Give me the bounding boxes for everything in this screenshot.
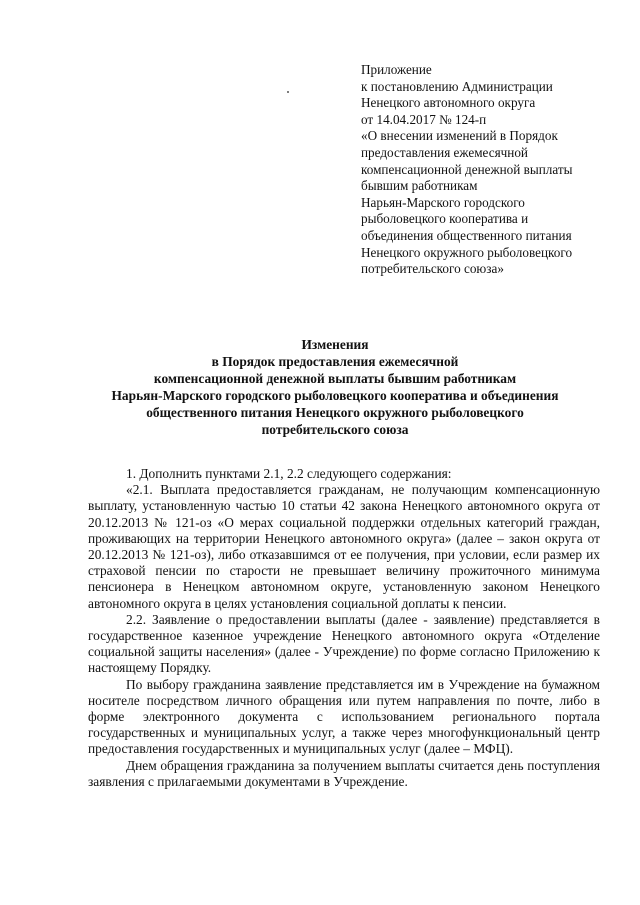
title-line: в Порядок предоставления ежемесячной [211, 354, 459, 369]
appendix-line: потребительского союза» [361, 261, 504, 277]
paragraph-clause-2-2: 2.2. Заявление о предоставлении выплаты (далее - заявление) представляется в государственное казенное учреждение Ненецкого автономного округа «Отделение социальной защиты населения» (далее - Учреждение) по форме согласно Приложению к настоящему Порядку. [88, 611, 600, 676]
appendix-line: Ненецкого автономного округа [361, 95, 536, 111]
appendix-line: Нарьян-Марского городского [361, 194, 525, 210]
appendix-block [361, 62, 621, 278]
title-line: компенсационной денежной выплаты бывшим работникам [153, 371, 517, 386]
title-line: потребительского союза [261, 422, 409, 437]
scan-speck [287, 91, 289, 93]
appendix-line: к постановлению Администрации [361, 78, 553, 94]
title-line: общественного питания Ненецкого окружного рыболовецкого [146, 405, 524, 420]
paragraph-application-date: Днем обращения гражданина за получением выплаты считается день поступления заявления с прилагаемыми документами в Учреждение. [88, 757, 600, 789]
document-title [70, 336, 600, 438]
appendix-line: рыболовецкого кооператива и [361, 211, 529, 227]
appendix-line: компенсационной денежной выплаты [361, 161, 573, 177]
appendix-line: Приложение [361, 62, 432, 77]
appendix-line: от 14.04.2017 № 124-п [361, 111, 487, 127]
title-line: Изменения [301, 337, 369, 352]
document-body [88, 466, 600, 790]
appendix-line: «О внесении изменений в Порядок [361, 128, 558, 144]
appendix-line: объединения общественного питания [361, 227, 572, 243]
appendix-line: Ненецкого окружного рыболовецкого [361, 244, 573, 260]
paragraph-submission-methods: По выбору гражданина заявление представляется им в Учреждение на бумажном носителе посредством личного обращения или путем направления по почте, либо в форме электронного документа с использованием регионального портала государственных и муниципальных услуг, а также через многофункциональный центр предоставления государственных и муниципальных услуг (далее – МФЦ). [88, 676, 600, 757]
title-line: Нарьян-Марского городского рыболовецкого кооператива и объединения [111, 388, 559, 403]
appendix-line: бывшим работникам [361, 178, 478, 194]
paragraph-item-1: 1. Дополнить пунктами 2.1, 2.2 следующего содержания: [126, 466, 452, 481]
paragraph-clause-2-1: «2.1. Выплата предоставляется гражданам, не получающим компенсационную выплату, установленную частью 10 статьи 42 закона Ненецкого автономного округа от 20.12.2013 № 121-оз «О мерах социальной поддержки отдельных категорий граждан, проживающих на территории Ненецкого автономного округа» (далее – закон округа от 20.12.2013 № 121-оз), либо отказавшимся от ее получения, при условии, если размер их страховой пенсии по старости не превышает величину прожиточного минимума пенсионера в Ненецком автономном округе, установленную законом Ненецкого автономного округа в целях установления социальной доплаты к пенсии. [88, 482, 600, 611]
appendix-line: предоставления ежемесячной [361, 144, 528, 160]
